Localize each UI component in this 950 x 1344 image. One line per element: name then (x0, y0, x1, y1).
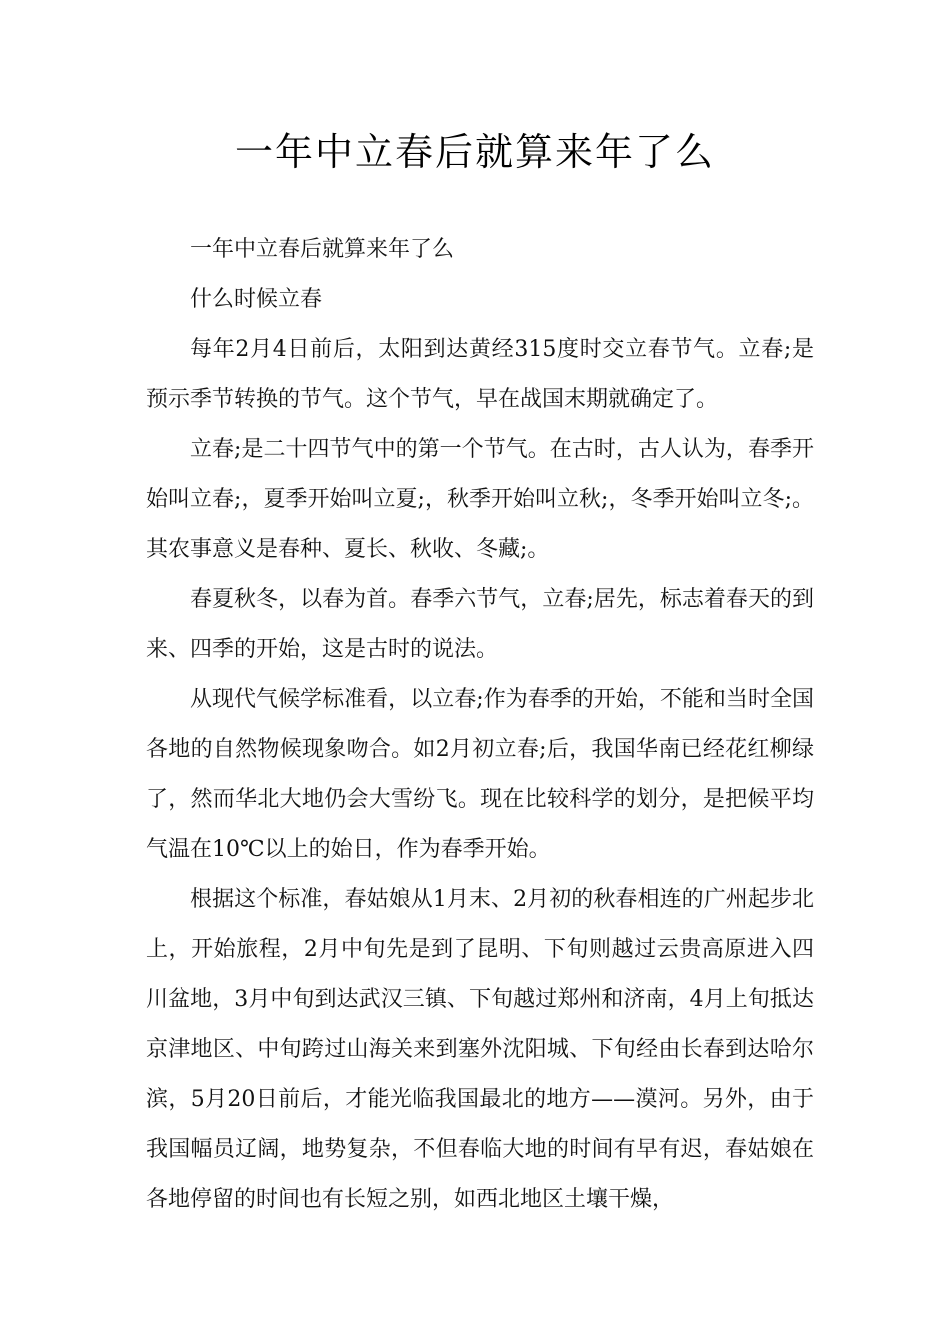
paragraph: 春夏秋冬，以春为首。春季六节气，立春;居先，标志着春天的到来、四季的开始，这是古时的说法。 (146, 587, 814, 662)
document-body (146, 225, 814, 1225)
paragraph: 什么时候立春 (190, 287, 323, 312)
paragraph: 从现代气候学标准看，以立春;作为春季的开始，不能和当时全国各地的自然物候现象吻合。如2月初立春;后，我国华南已经花红柳绿了，然而华北大地仍会大雪纷飞。现在比较科学的划分，是把候平均气温在10℃以上的始日，作为春季开始。 (146, 687, 814, 862)
paragraph: 每年2月4日前后，太阳到达黄经315度时交立春节气。立春;是预示季节转换的节气。这个节气，早在战国末期就确定了。 (146, 337, 814, 412)
paragraph: 一年中立春后就算来年了么 (190, 237, 455, 262)
page-title: 一年中立春后就算来年了么 (234, 130, 715, 174)
paragraph: 立春;是二十四节气中的第一个节气。在古时，古人认为，春季开始叫立春;，夏季开始叫立夏;，秋季开始叫立秋;，冬季开始叫立冬;。其农事意义是春种、夏长、秋收、冬藏;。 (146, 437, 814, 562)
paragraph: 根据这个标准，春姑娘从1月末、2月初的秋春相连的广州起步北上，开始旅程，2月中旬先是到了昆明、下旬则越过云贵高原进入四川盆地，3月中旬到达武汉三镇、下旬越过郑州和济南，4月上旬抵达京津地区、中旬跨过山海关来到塞外沈阳城、下旬经由长春到达哈尔滨，5月20日前后，才能光临我国最北的地方——漠河。另外，由于我国幅员辽阔，地势复杂，不但春临大地的时间有早有迟，春姑娘在各地停留的时间也有长短之别，如西北地区土壤干燥， (146, 887, 814, 1212)
